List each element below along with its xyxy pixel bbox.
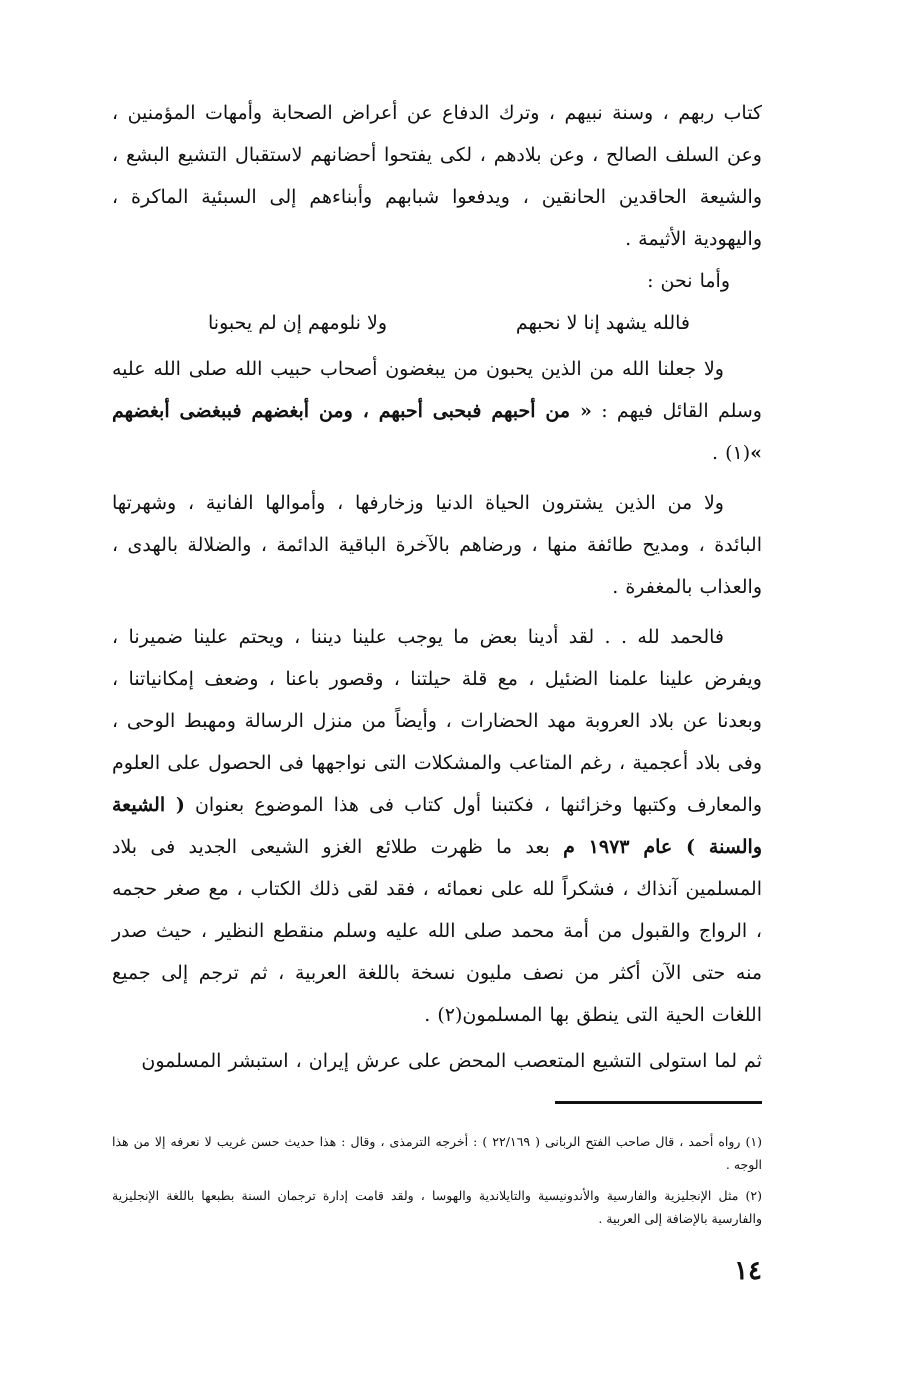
footnote-ref-1: (١) . <box>711 442 751 464</box>
paragraph-as-for-us: وأما نحن : <box>647 270 730 292</box>
hadith-intro-text: ولا جعلنا الله من الذين يحبون من يبغضون أصحاب حبيب الله صلى الله عليه وسلم القائل فيهم : <box>112 358 762 422</box>
footnote-1: (١) رواه أحمد ، قال صاحب الفتح الربانى ( ٢٢/١٦٩ ) : أخرجه الترمذى ، وقال : هذا حديث حسن غريب لا نعرفه إلا من هذا الوجه . <box>112 1134 762 1172</box>
hadith-quote: « من أحبهم فبحبى أحبهم ، ومن أبغضهم فببغضى أبغضهم » <box>112 400 762 464</box>
poem-left-hemistich: ولا نلومهم إن لم يحبونا <box>208 312 387 334</box>
paragraph-iran: ثم لما استولى التشيع المتعصب المحض على عرش إيران ، استبشر المسلمون <box>141 1050 762 1072</box>
footnote-2: (٢) مثل الإنجليزية والفارسية والأندونيسية والتايلاندية والهوسا ، ولقد قامت إدارة ترجمان السنة بطبعها باللغة الإنجليزية والفارسية بالإضافة إلى العربية . <box>112 1188 762 1226</box>
poem-right-hemistich: فالله يشهد إنا لا نحبهم <box>515 312 690 334</box>
paragraph-worldly-life: ولا من الذين يشترون الحياة الدنيا وزخارفها ، وأموالها الفانية ، وشهرتها البائدة ، ومديح طائفة منها ، ورضاهم بالآخرة الباقية الدائمة ، والضلالة بالهدى ، والعذاب بالمغفرة . <box>112 492 762 598</box>
footnote-divider <box>555 1101 762 1104</box>
book-title-year: ( الشيعة والسنة ) عام ١٩٧٣ م <box>112 794 762 858</box>
poem-verse <box>112 302 762 344</box>
main-text <box>112 92 762 1082</box>
footnotes <box>112 1130 762 1238</box>
paragraph-praise <box>112 616 762 1036</box>
paragraph-hadith <box>112 348 762 474</box>
praise-text-end: بعد ما ظهرت طلائع الغزو الشيعى الجديد فى بلاد المسلمين آنذاك ، فشكراً لله على نعمائه ، فقد لقى ذلك الكتاب ، مع صغر حجمه ، الرواج والقبول من أمة محمد صلى الله عليه وسلم منقطع النظير ، حيث صدر منه حتى الآن أكثر من نصف مليون نسخة باللغة العربية ، ثم ترجم إلى جميع اللغات الحية التى ينطق بها المسلمون(٢) . <box>112 836 762 1026</box>
paragraph-opening: كتاب ربهم ، وسنة نبيهم ، وترك الدفاع عن أعراض الصحابة وأمهات المؤمنين ، وعن السلف الصالح ، وعن بلادهم ، لكى يفتحوا أحضانهم لاستقبال التشيع البشع ، والشيعة الحاقدين الحانقين ، ويدفعوا شبابهم وأبناءهم إلى السبئية الماكرة ، واليهودية الأثيمة . <box>112 102 762 250</box>
page-number: ١٤ <box>734 1256 762 1286</box>
praise-text-start: فالحمد لله . . لقد أدينا بعض ما يوجب علينا ديننا ، ويحتم علينا ضميرنا ، ويفرض علينا علمنا الضئيل ، مع قلة حيلتنا ، وقصور باعنا ، وضعف إمكانياتنا ، وبعدنا عن بلاد العروبة مهد الحضارات ، وأيضاً من منزل الرسالة ومهبط الوحى ، وفى بلاد أعجمية ، رغم المتاعب والمشكلات التى نواجهها فى الحصول على العلوم والمعارف وكتبها وخزائنها ، فكتبنا أول كتاب فى هذا الموضوع بعنوان <box>112 626 762 816</box>
